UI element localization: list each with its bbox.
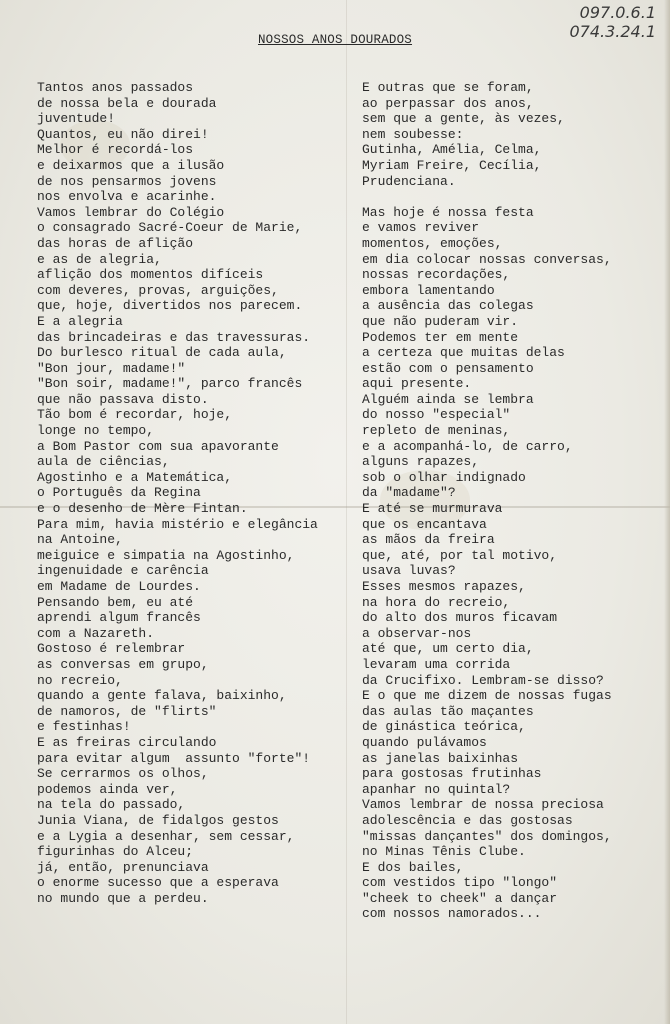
poem-line: o consagrado Sacré-Coeur de Marie,: [37, 220, 303, 236]
poem-line: adolescência e das gostosas: [362, 812, 573, 828]
poem-line: que os encantava: [362, 516, 487, 532]
poem-line: aflição dos momentos difíceis: [37, 267, 264, 283]
poem-line: Tantos anos passados: [37, 80, 194, 95]
poem-line: com deveres, provas, arguições,: [37, 282, 279, 298]
poem-line: repleto de meninas,: [362, 423, 511, 439]
poem-line: o Português da Regina: [37, 485, 201, 501]
poem-line: "Bon jour, madame!": [37, 360, 186, 376]
poem-line: das horas de aflição: [37, 235, 194, 251]
poem-line: as janelas baixinhas: [362, 750, 519, 766]
archive-number-2: 074.3.24.1: [569, 22, 656, 41]
poem-line: "missas dançantes" dos domingos,: [362, 828, 612, 844]
poem-line: E outras que se foram,: [362, 80, 534, 95]
poem-line: Podemos ter em mente: [362, 329, 519, 345]
poem-line: a certeza que muitas delas: [362, 345, 565, 361]
poem-line: no recreio,: [37, 672, 123, 688]
poem-line: e festinhas!: [37, 719, 131, 735]
poem-line: do nosso "especial": [362, 407, 511, 423]
poem-line: estão com o pensamento: [362, 360, 534, 376]
poem-line: Vamos lembrar de nossa preciosa: [362, 797, 604, 813]
poem-line: Se cerrarmos os olhos,: [37, 766, 209, 782]
poem-line: a ausência das colegas: [362, 298, 534, 314]
poem-line: de nossa bela e dourada: [37, 95, 217, 111]
poem-line: nem soubesse:: [362, 126, 464, 142]
poem-line: Quantos, eu não direi!: [37, 126, 209, 142]
stanza-break: [362, 189, 612, 205]
poem-line: Do burlesco ritual de cada aula,: [37, 345, 287, 361]
poem-line: E o que me dizem de nossas fugas: [362, 688, 612, 704]
poem-line: em dia colocar nossas conversas,: [362, 251, 612, 267]
poem-line: das brincadeiras e das travessuras.: [37, 329, 311, 345]
poem-line: e vamos reviver: [362, 220, 480, 236]
poem-line: com vestidos tipo "longo": [362, 875, 558, 891]
poem-line: as conversas em grupo,: [37, 656, 209, 672]
poem-line: e deixarmos que a ilusão: [37, 157, 225, 173]
poem-line: aula de ciências,: [37, 454, 170, 470]
poem-line: para gostosas frutinhas: [362, 766, 542, 782]
poem-line: e a acompanhá-lo, de carro,: [362, 438, 573, 454]
poem-line: até que, um certo dia,: [362, 641, 534, 657]
poem-line: sem que a gente, às vezes,: [362, 111, 565, 127]
poem-line: E a alegria: [37, 313, 123, 329]
poem-line: ao perpassar dos anos,: [362, 95, 534, 111]
poem-line: na hora do recreio,: [362, 594, 511, 610]
poem-line: Agostinho e a Matemática,: [37, 469, 233, 485]
poem-line: juventude!: [37, 111, 116, 127]
poem-line: ingenuidade e carência: [37, 563, 209, 579]
poem-line: Vamos lembrar do Colégio: [37, 204, 225, 220]
poem-line: E as freiras circulando: [37, 734, 217, 750]
left-column: [37, 80, 318, 906]
poem-line: quando pulávamos: [362, 734, 487, 750]
poem-line: e as de alegria,: [37, 251, 162, 267]
poem-line: o enorme sucesso que a esperava: [37, 875, 279, 891]
poem-line: e o desenho de Mère Fintan.: [37, 501, 248, 517]
poem-line: que não puderam vir.: [362, 313, 519, 329]
poem-line: e a Lygia a desenhar, sem cessar,: [37, 828, 295, 844]
poem-line: alguns rapazes,: [362, 454, 480, 470]
poem-line: nos envolva e acarinhe.: [37, 189, 217, 205]
poem-line: Gutinha, Amélia, Celma,: [362, 142, 542, 158]
poem-line: das aulas tão maçantes: [362, 703, 534, 719]
poem-line: no mundo que a perdeu.: [37, 890, 209, 906]
poem-line: Tão bom é recordar, hoje,: [37, 407, 233, 423]
poem-line: com a Nazareth.: [37, 625, 155, 641]
poem-line: com nossos namorados...: [362, 906, 542, 922]
fold-line-vertical: [346, 0, 347, 1024]
poem-line: Mas hoje é nossa festa: [362, 204, 534, 220]
poem-line: na Antoine,: [37, 532, 123, 548]
poem-line: na tela do passado,: [37, 797, 186, 813]
poem-line: usava luvas?: [362, 563, 456, 579]
poem-line: sob o olhar indignado: [362, 469, 526, 485]
poem-title-text: NOSSOS ANOS DOURADOS: [257, 33, 413, 47]
poem-line: de nos pensarmos jovens: [37, 173, 217, 189]
poem-title: [0, 33, 670, 47]
poem-line: Pensando bem, eu até: [37, 594, 194, 610]
poem-line: aqui presente.: [362, 376, 472, 392]
poem-line: já, então, prenunciava: [37, 859, 209, 875]
poem-line: quando a gente falava, baixinho,: [37, 688, 287, 704]
poem-line: da "madame"?: [362, 485, 456, 501]
poem-line: momentos, emoções,: [362, 235, 503, 251]
poem-line: a Bom Pastor com sua apavorante: [37, 438, 279, 454]
poem-line: que não passava disto.: [37, 391, 209, 407]
poem-line: a observar-nos: [362, 625, 472, 641]
poem-line: E até se murmurava: [362, 501, 503, 517]
poem-line: de namoros, de "flirts": [37, 703, 217, 719]
poem-line: Esses mesmos rapazes,: [362, 579, 526, 594]
poem-line: levaram uma corrida: [362, 656, 511, 672]
poem-line: Para mim, havia mistério e elegância: [37, 516, 318, 532]
poem-line: da Crucifixo. Lembram-se disso?: [362, 672, 604, 688]
poem-line: E dos bailes,: [362, 859, 464, 875]
poem-line: nossas recordações,: [362, 267, 511, 283]
poem-line: podemos ainda ver,: [37, 781, 178, 797]
poem-line: Prudenciana.: [362, 173, 456, 189]
poem-line: embora lamentando: [362, 282, 495, 298]
poem-line: longe no tempo,: [37, 423, 155, 439]
poem-line: de ginástica teórica,: [362, 719, 526, 735]
poem-line: que, até, por tal motivo,: [362, 547, 558, 563]
poem-line: "cheek to cheek" a dançar: [362, 890, 558, 906]
poem-line: aprendi algum francês: [37, 610, 201, 626]
paper-edge: [664, 0, 670, 1024]
poem-line: "Bon soir, madame!", parco francês: [37, 376, 303, 392]
poem-line: em Madame de Lourdes.: [37, 579, 201, 594]
poem-line: Alguém ainda se lembra: [362, 391, 534, 407]
poem-line: do alto dos muros ficavam: [362, 610, 558, 626]
poem-line: meiguice e simpatia na Agostinho,: [37, 547, 295, 563]
poem-line: Junia Viana, de fidalgos gestos: [37, 812, 279, 828]
poem-line: Myriam Freire, Cecília,: [362, 157, 542, 173]
poem-line: no Minas Tênis Clube.: [362, 844, 526, 860]
poem-line: para evitar algum assunto "forte"!: [37, 750, 311, 766]
poem-line: que, hoje, divertidos nos parecem.: [37, 298, 303, 314]
poem-line: figurinhas do Alceu;: [37, 844, 194, 860]
poem-line: as mãos da freira: [362, 532, 495, 548]
poem-line: Melhor é recordá-los: [37, 142, 194, 158]
poem-line: Gostoso é relembrar: [37, 641, 186, 657]
archive-number-1: 097.0.6.1: [579, 3, 656, 22]
poem-line: apanhar no quintal?: [362, 781, 511, 797]
right-column: [362, 80, 612, 922]
